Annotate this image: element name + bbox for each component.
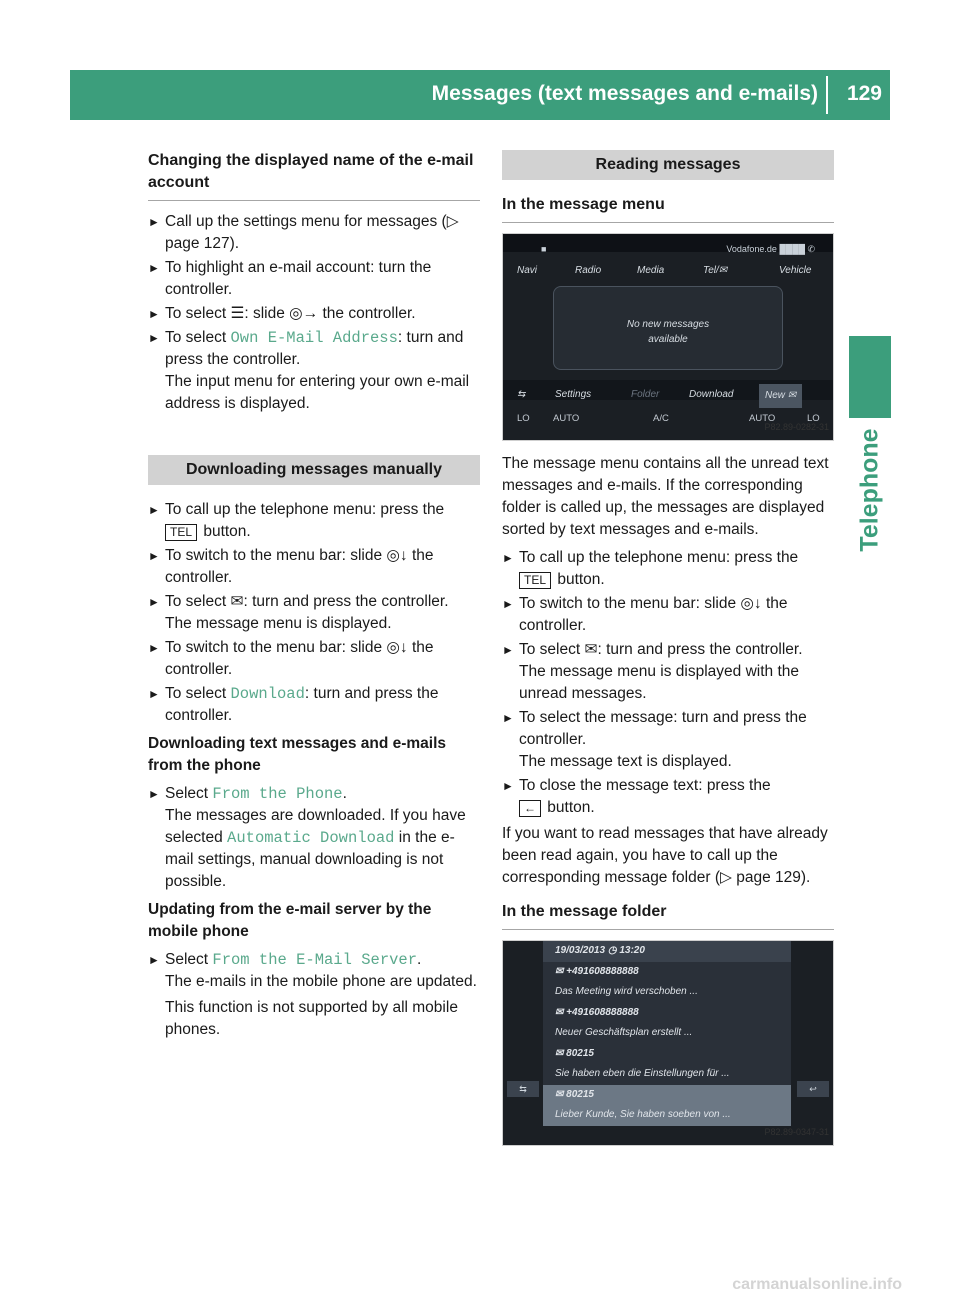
paragraph: If you want to read messages that have already been read again, you have to call up the corresponding message folder (▷ page 129). [502,825,828,886]
side-tab [849,336,891,418]
step-arrow-icon: ► [148,953,160,967]
step-arrow-icon: ► [148,641,160,655]
message-panel [553,286,783,370]
list-header: 19/03/2013 ◷ 13:20 [543,941,791,962]
step-arrow-icon: ► [148,687,160,701]
message-menu-bar [503,380,833,400]
step-arrow-icon: ► [148,215,160,229]
step: ► To select Own E-Mail Address: turn and press the controller. The input menu for entering your own e-mail address is displayed. [148,329,470,412]
reply-icon: ↩ [797,1081,829,1097]
section-band-reading: Reading messages [502,150,834,180]
subsection-title-message-folder: In the message folder [502,901,834,930]
back-icon: ⇆ [507,1081,539,1097]
climate-auto-left: AUTO [553,413,580,424]
step: ► To switch to the menu bar: slide ◎↓ the controller. [502,595,788,634]
step-arrow-icon: ► [148,261,160,275]
page-header [70,70,890,120]
main-menu-bar [503,256,833,276]
status-bar [503,234,833,252]
menu-item-settings: Settings [555,389,592,400]
watermark-footer: carmanualsonline.info [732,1276,902,1293]
empty-message-text: No new messages [626,319,710,330]
empty-message-text: available [648,334,688,345]
step-note: The input menu for entering your own e-mail address is displayed. [165,373,470,412]
header-separator [826,76,828,114]
menu-item-radio: Radio [575,265,602,276]
step-arrow-icon: ► [148,595,160,609]
menu-item-media: Media [637,265,665,276]
section-band-downloading: Downloading messages manually [148,455,480,485]
step: ► To select ✉: turn and press the controller. The message menu is displayed with the unread messages. [502,641,803,702]
network-status: Vodafone.de ████ ✆ [726,244,815,254]
climate-ac: A/C [653,413,669,424]
status-icon: ■ [541,244,547,254]
tel-key-icon: TEL [165,524,197,541]
list-item: Neuer Geschäftsplan erstellt ... [555,1027,693,1038]
step: ► To switch to the menu bar: slide ◎↓ the controller. [148,639,434,678]
step-arrow-icon: ► [148,331,160,345]
left-column [148,150,480,1047]
list-item: ✉ 80215 [555,1047,594,1059]
step: ► Select From the Phone. The messages are downloaded. If you have selected Automatic Download in the e-mail settings, manual downloading is not possible. [148,785,466,890]
message-list [543,941,791,1121]
list-item-selected: ✉ 80215 [543,1085,791,1106]
side-label: Telephone [855,428,884,552]
step-arrow-icon: ► [502,643,514,657]
menu-item-vehicle: Vehicle [779,265,812,276]
step: ► To select ✉: turn and press the controller. The message menu is displayed. [148,593,449,632]
menu-term: Download [230,685,305,703]
list-item-selected: Lieber Kunde, Sie haben soeben von ... [543,1105,791,1126]
step-note: This function is not supported by all mobile phones. [165,999,458,1038]
header-title: Messages (text messages and e-mails) [431,82,818,105]
step: ► To highlight an e-mail account: turn the controller. [148,259,432,298]
climate-temp-right: LO [807,413,820,424]
menu-term: From the E-Mail Server [212,951,418,969]
menu-term: Own E-Mail Address [230,329,398,347]
menu-term: Automatic Download [227,829,395,847]
figure-caption: P82.89-0282-31 [764,422,829,432]
step: ► To call up the telephone menu: press the TEL button. [502,549,799,588]
figure-caption: P82.89-0347-31 [764,1127,829,1137]
menu-term: From the Phone [212,785,343,803]
step: ► To select ☰: slide ◎→ the controller. [148,303,480,325]
page-number: 129 [846,82,882,105]
step: ► To select the message: turn and press the controller. The message text is displayed. [502,709,807,770]
step-note: The message text is displayed. [519,753,732,770]
right-column [502,150,834,1158]
back-key-icon: ← [519,800,541,817]
subsection-title-from-phone: Downloading text messages and e-mails from the phone [148,735,447,774]
step-arrow-icon: ► [148,549,160,563]
step-note: The message menu is displayed. [165,615,392,632]
menu-item-navi: Navi [517,265,538,276]
step-arrow-icon: ► [502,711,514,725]
list-item: ✉ +491608888888 [555,965,639,977]
list-item: Sie haben eben die Einstellungen für ... [555,1068,730,1079]
section-title-display-name: Changing the displayed name of the e-mail account [148,150,480,201]
menu-item-tel: Tel/✉ [703,265,728,276]
step-note: The message menu is displayed with the unread messages. [519,663,800,702]
step-arrow-icon: ► [502,597,514,611]
back-icon: ⇆ [517,389,526,400]
list-item: Das Meeting wird verschoben ... [555,986,698,997]
step: ► To switch to the menu bar: slide ◎↓ the controller. [148,547,434,586]
screen-figure-message-folder [502,940,834,1146]
list-item: ✉ +491608888888 [555,1006,639,1018]
step: ► Select From the E-Mail Server. The e-mails in the mobile phone are updated. This function is not supported by all mobile phones. [148,949,480,1041]
step: ► To select Download: turn and press the controller. [148,685,439,724]
tel-key-icon: TEL [519,572,551,589]
subsection-title-from-server: Updating from the e-mail server by the mobile phone [148,901,432,940]
menu-item-new: New ✉ [759,384,802,408]
step: ► To close the message text: press the ← button. [502,777,771,816]
step: ► Call up the settings menu for messages (▷ page 127). [148,213,459,252]
step-arrow-icon: ► [502,551,514,565]
step-arrow-icon: ► [148,503,160,517]
climate-auto-right: AUTO [749,413,776,424]
step-arrow-icon: ► [148,787,160,801]
screen-figure-message-menu [502,233,834,441]
menu-item-folder: Folder [631,389,660,400]
step: ► To call up the telephone menu: press the TEL button. [148,501,445,540]
step-arrow-icon: ► [502,779,514,793]
climate-temp-left: LO [517,413,530,424]
menu-item-download: Download [689,389,734,400]
paragraph: The message menu contains all the unread text messages and e-mails. If the corresponding folder is called up, the messages are displayed sorted by text messages and e-mails. [502,455,829,538]
step-arrow-icon: ► [148,307,160,321]
step-note: The e-mails in the mobile phone are updated. [165,973,477,990]
subsection-title-message-menu: In the message menu [502,194,834,223]
